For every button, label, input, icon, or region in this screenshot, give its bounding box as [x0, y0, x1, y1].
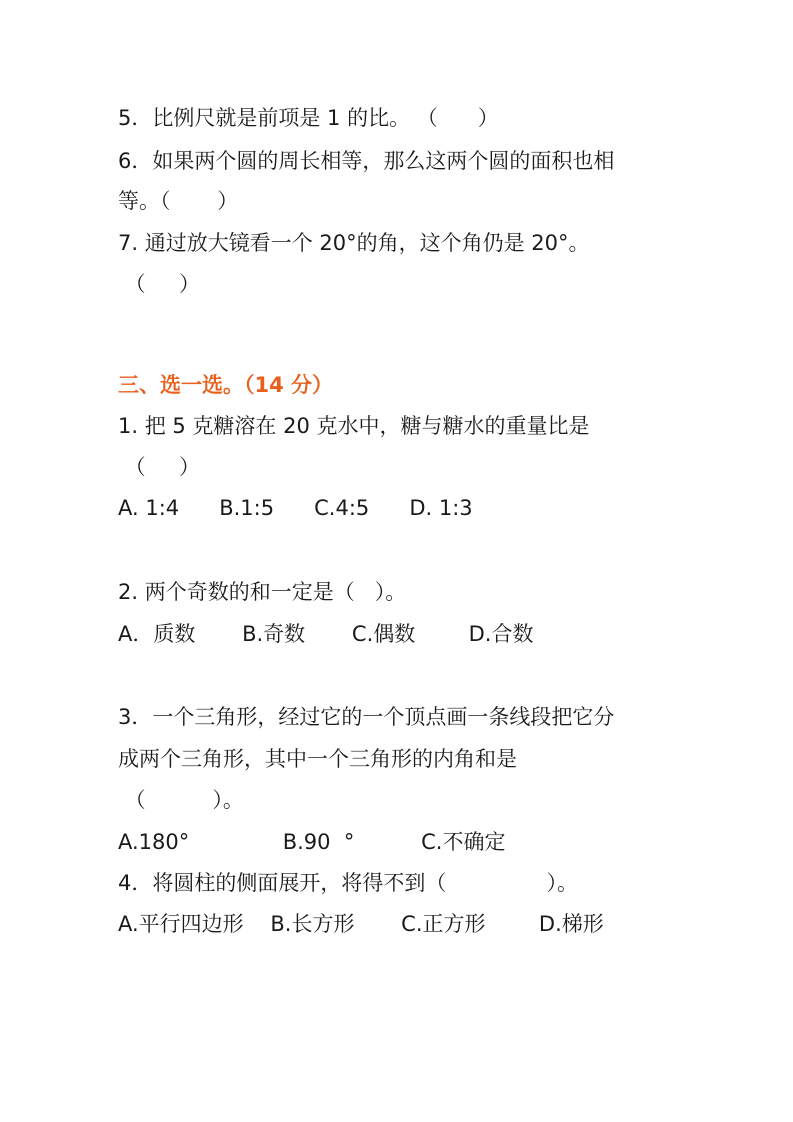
question-7-line-2: （ ）	[118, 272, 201, 296]
choose-question-3-stem-line-2: 成两个三角形，其中一个三角形的内角和是	[118, 747, 517, 771]
choose-question-4-options: A.平行四边形 B.长方形 C.正方形 D.梯形	[118, 912, 604, 936]
question-7-line-1: 7. 通过放大镜看一个 20°的角，这个角仍是 20°。	[118, 231, 590, 255]
section-heading: 三、选一选。（14 分）	[118, 373, 334, 397]
question-6-line-1: 6．如果两个圆的周长相等，那么这两个圆的面积也相	[118, 149, 615, 173]
choose-question-3-options: A.180° B.90 ° C.不确定	[118, 830, 506, 854]
choose-question-4-stem: 4．将圆柱的侧面展开，将得不到（ ）。	[118, 871, 578, 895]
choose-question-2-stem: 2. 两个奇数的和一定是（ ）。	[118, 580, 407, 604]
choose-question-3-blank: （ ）。	[118, 788, 244, 812]
choose-question-1-options: A. 1:4 B.1:5 C.4:5 D. 1:3	[118, 496, 473, 520]
question-5: 5．比例尺就是前项是 1 的比。 （ ）	[118, 106, 499, 130]
choose-question-1-blank: （ ）	[118, 455, 201, 479]
choose-question-1-stem: 1. 把 5 克糖溶在 20 克水中，糖与糖水的重量比是	[118, 414, 590, 438]
choose-question-3-stem-line-1: 3．一个三角形，经过它的一个顶点画一条线段把它分	[118, 705, 615, 729]
question-6-line-2: 等。（ ）	[118, 189, 239, 213]
choose-question-2-options: A．质数 B.奇数 C.偶数 D.合数	[118, 622, 534, 646]
